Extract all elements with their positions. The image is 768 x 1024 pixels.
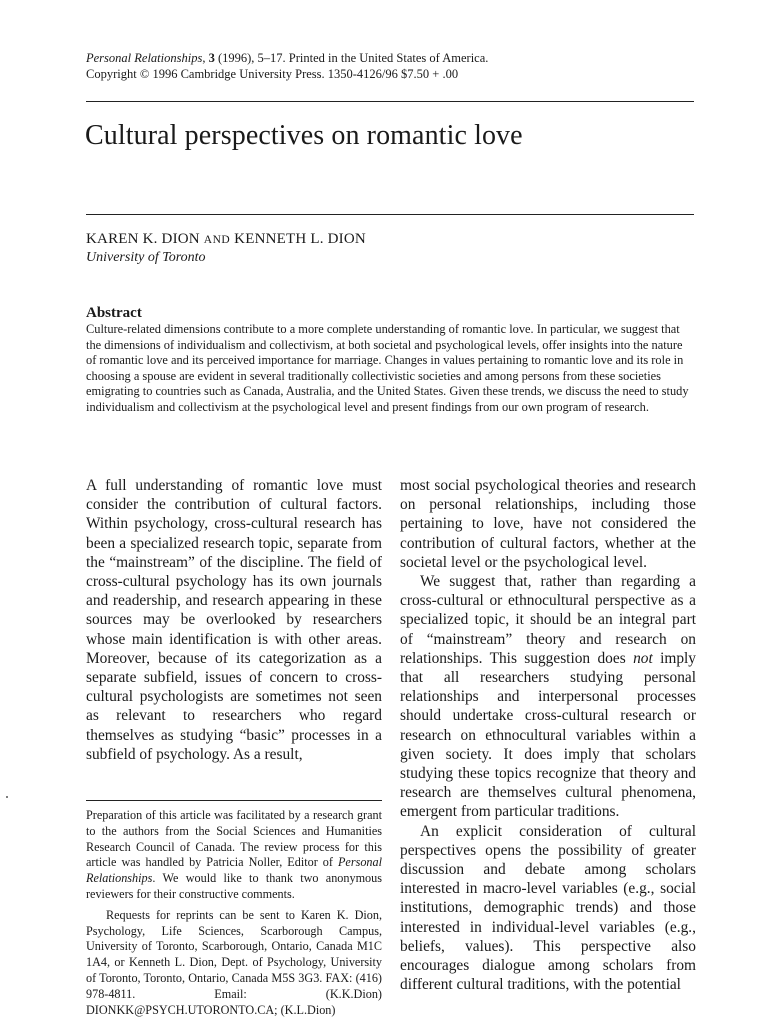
- abstract-heading: Abstract: [86, 305, 142, 321]
- footnotes: [86, 808, 382, 1018]
- body-paragraph: An explicit consideration of cultural perspectives opens the possibility of greater discussion and debate among scholars interested in macro-level variables (e.g., social institutions, demographic trends) and those interested in individual-level variables (e.g., beliefs, values). This perspective also encourages dialogue among scholars from different cultural traditions, with the potential: [400, 822, 696, 994]
- article-title: Cultural perspectives on romantic love: [85, 120, 523, 151]
- author-name-2: KENNETH L. DION: [234, 231, 366, 247]
- journal-name-italic: Personal Relationships: [86, 855, 382, 886]
- abstract-text: Culture-related dimensions contribute to a more complete understanding of romantic love. In particular, we suggest that the dimensions of individualism and collectivism, at both societal and psychological levels, offer insights into the nature of romantic love and its perceived importance for marriage. Changes in values pertaining to romantic love and its role in choosing a spouse are evident in several traditionally collectivistic societies and among persons from these societies emigrating to countries such as Canada, Australia, and the United States. Given these trends, we discuss the need to study individualism and collectivism at the psychological level and present findings from our own program of research.: [86, 322, 689, 414]
- paragraph-text: imply that all researchers studying personal relationships and interpersonal processes should undertake cross-cultural research or research on ethnocultural variables within a given society. It does imply that scholars studying these topics recognize that theory and research are themselves cultural phenomena, emergent from particular traditions.: [400, 649, 697, 821]
- scan-speck: [6, 796, 8, 798]
- journal-name: Personal Relationships: [86, 51, 203, 65]
- body-right-column: [400, 476, 696, 994]
- body-paragraph: most social psychological theories and research on personal relationships, including those pertaining to love, have not considered the contribution of cultural factors, whether at the societal level or the psychological level.: [400, 477, 696, 571]
- note-text: . We would like to thank two anonymous reviewers for their constructive comments.: [86, 871, 382, 901]
- body-paragraph: [400, 572, 696, 822]
- copyright-line: Copyright © 1996 Cambridge University Press. 1350-4126/96 $7.50 + .00: [86, 67, 459, 81]
- note-text: Preparation of this article was facilitated by a research grant to the authors from the Social Sciences and Humanities Research Council of Canada. The review process for this article was handled by Patricia Noller, Editor of: [86, 808, 382, 870]
- title-rule: [86, 214, 694, 215]
- footnote-rule: [86, 800, 382, 801]
- citation-line: Personal Relationships, 3 (1996), 5–17. Printed in the United States of America.: [86, 51, 489, 65]
- author-line: [86, 231, 366, 248]
- citation-header: [86, 50, 686, 82]
- author-name-1: KAREN K. DION: [86, 231, 200, 247]
- acknowledgment-note: [86, 808, 382, 903]
- body-left-column: A full understanding of romantic love must consider the contribution of cultural factors. Within psychology, cross-cultural research has been a specialized research topic, separate from the “mainstream” of the discipline. The field of cross-cultural psychology has its own journals and readership, and research appearing in these sources may be overlooked by researchers whose main identification is with other areas. Moreover, because of its categorization as a separate subfield, issues of concern to cross-cultural psychologists are sometimes not seen as relevant to researchers who regard themselves as studying “basic” processes in a subfield of psychology. As a result,: [86, 477, 382, 763]
- reprint-request-note: Requests for reprints can be sent to Karen K. Dion, Psychology, Life Sciences, Scarborough Campus, University of Toronto, Scarborough, Ontario, Canada M1C 1A4, or Kenneth L. Dion, Dept. of Psychology, University of Toronto, Toronto, Ontario, Canada M5S 3G3. FAX: (416) 978-4811. Email: (K.K.Dion) DIONKK@PSYCH.UTORONTO.CA; (K.L.Dion): [86, 907, 382, 1017]
- author-affiliation: University of Toronto: [86, 250, 206, 265]
- emphasis-text: not: [633, 649, 653, 667]
- journal-volume: 3: [208, 51, 215, 65]
- citation-details: (1996), 5–17. Printed in the United States of America.: [214, 51, 489, 65]
- author-conjunction: AND: [203, 234, 231, 246]
- header-rule: [86, 101, 694, 102]
- paragraph-text: We suggest that, rather than regarding a cross-cultural or ethnocultural perspective as a specialized topic, it should be an integral part of “mainstream” theory and research on relationships. This suggestion does: [400, 573, 696, 667]
